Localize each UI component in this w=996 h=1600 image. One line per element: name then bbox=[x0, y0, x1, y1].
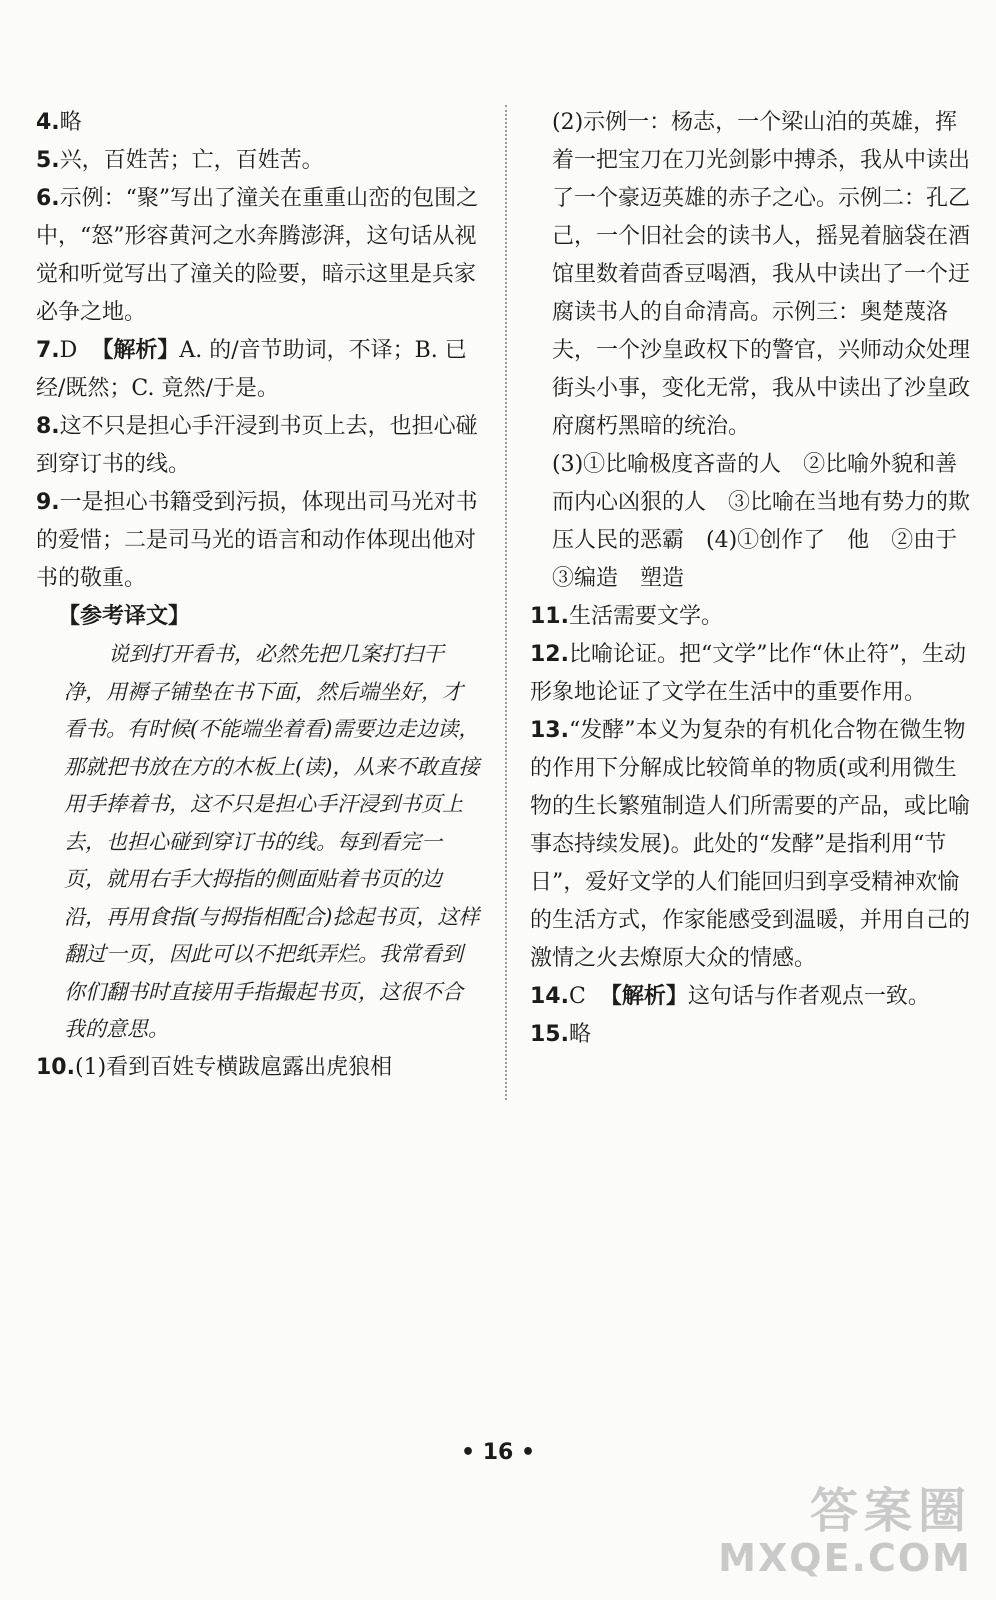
item-answer: D bbox=[59, 338, 78, 363]
item-text: 示例：“聚”写出了潼关在重重山峦的包围之中，“怒”形容黄河之水奔腾澎湃，这句话从视觉和听觉写出了潼关的险要，暗示这里是兵家必争之地。 bbox=[36, 186, 479, 325]
answer-item-12 bbox=[530, 636, 970, 712]
item-number: 9. bbox=[36, 490, 60, 515]
answer-item-8 bbox=[36, 408, 482, 484]
item-number: 7. bbox=[36, 338, 60, 363]
item-text: (1)看到百姓专横跋扈露出虎狼相 bbox=[74, 1054, 393, 1080]
item-answer: C bbox=[568, 984, 586, 1009]
translation-heading: 【参考译文】 bbox=[58, 604, 191, 629]
item-number: 4. bbox=[36, 110, 60, 135]
item-number: 8. bbox=[36, 414, 60, 439]
answer-item-4 bbox=[36, 104, 482, 142]
item-number: 14. bbox=[530, 984, 569, 1009]
answer-item-9 bbox=[36, 484, 482, 598]
item-number: 13. bbox=[530, 718, 569, 743]
item-text: 生活需要文学。 bbox=[568, 604, 723, 629]
column-divider bbox=[505, 105, 507, 1100]
item-text: 兴，百姓苦；亡，百姓苦。 bbox=[59, 148, 324, 173]
right-column bbox=[530, 104, 980, 1054]
item-text: A. 的/音节助词，不译；B. 已经/既然；C. 竟然/于是。 bbox=[36, 338, 467, 401]
watermark-url: MXQE.COM bbox=[718, 1536, 972, 1580]
answer-item-14 bbox=[530, 978, 970, 1016]
page-number: • 16 • bbox=[460, 1440, 536, 1465]
analysis-tag: 【解析】 bbox=[91, 338, 180, 363]
translation-text: 说到打开看书，必然先把几案打扫干净，用褥子铺垫在书下面，然后端坐好，才看书。有时候(不能端坐着看)需要边走边读，那就把书放在方的木板上(读)，从来不敢直接用手捧着书，这不只是担心手汗浸到书页上去，也担心碰到穿订书的线。每到看完一页，就用右手大拇指的侧面贴着书页的边沿，再用食指(与拇指相配合)捻起书页，这样翻过一页，因此可以不把纸弄烂。我常看到你们翻书时直接用手指撮起书页，这很不合我的意思。 bbox=[64, 642, 480, 1041]
answer-item-5 bbox=[36, 142, 482, 180]
item-text: “发酵”本义为复杂的有机化合物在微生物的作用下分解成比较简单的物质(或利用微生物的生长繁殖制造人们所需要的产品，或比喻事态持续发展)。此处的“发酵”是指利用“节日”，爱好文学的人们能回归到享受精神欢愉的生活方式，作家能感受到温暖，并用自己的激情之火去燎原大众的情感。 bbox=[530, 718, 971, 971]
answer-item-11 bbox=[530, 598, 970, 636]
watermark-text: 答案圈 bbox=[809, 1483, 972, 1539]
item-text: 这句话与作者观点一致。 bbox=[687, 984, 930, 1009]
item-number: 12. bbox=[530, 642, 569, 667]
answer-item-15 bbox=[530, 1016, 970, 1054]
answer-item-10-part2: (2)示例一：杨志，一个梁山泊的英雄，挥着一把宝刀在刀光剑影中搏杀，我从中读出了一个豪迈英雄的赤子之心。示例二：孔乙己，一个旧社会的读书人，摇晃着脑袋在酒馆里数着茴香豆喝酒，我从中读出了一个迂腐读书人的自命清高。示例三：奥楚蔑洛夫，一个沙皇政权下的警官，兴师动众处理街头小事，变化无常，我从中读出了沙皇政府腐朽黑暗的统治。 bbox=[552, 110, 971, 439]
item-text: 这不只是担心手汗浸到书页上去，也担心碰到穿订书的线。 bbox=[36, 414, 478, 477]
item-text: 略 bbox=[568, 1022, 591, 1047]
analysis-tag: 【解析】 bbox=[599, 984, 688, 1009]
item-text: 一是担心书籍受到污损，体现出司马光对书的爱惜；二是司马光的语言和动作体现出他对书的敬重。 bbox=[36, 490, 478, 591]
item-number: 10. bbox=[36, 1054, 75, 1080]
item-number: 6. bbox=[36, 186, 60, 211]
answer-item-10 bbox=[36, 1049, 482, 1087]
answer-item-7 bbox=[36, 332, 482, 408]
item-text: 略 bbox=[59, 110, 82, 135]
item-number: 15. bbox=[530, 1022, 569, 1047]
answer-item-13 bbox=[530, 712, 970, 978]
left-column bbox=[36, 104, 482, 1087]
item-number: 11. bbox=[530, 604, 569, 629]
answer-item-6 bbox=[36, 180, 482, 332]
watermark-logo bbox=[718, 1484, 972, 1578]
item-text: 比喻论证。把“文学”比作“休止符”，生动形象地论证了文学在生活中的重要作用。 bbox=[530, 642, 966, 705]
item-number: 5. bbox=[36, 148, 60, 173]
answer-item-10-part3: (3)①比喻极度吝啬的人 ②比喻外貌和善而内心凶狠的人 ③比喻在当地有势力的欺压人民的恶霸 (4)①创作了 他 ②由于 ③编造 塑造 bbox=[552, 452, 980, 591]
